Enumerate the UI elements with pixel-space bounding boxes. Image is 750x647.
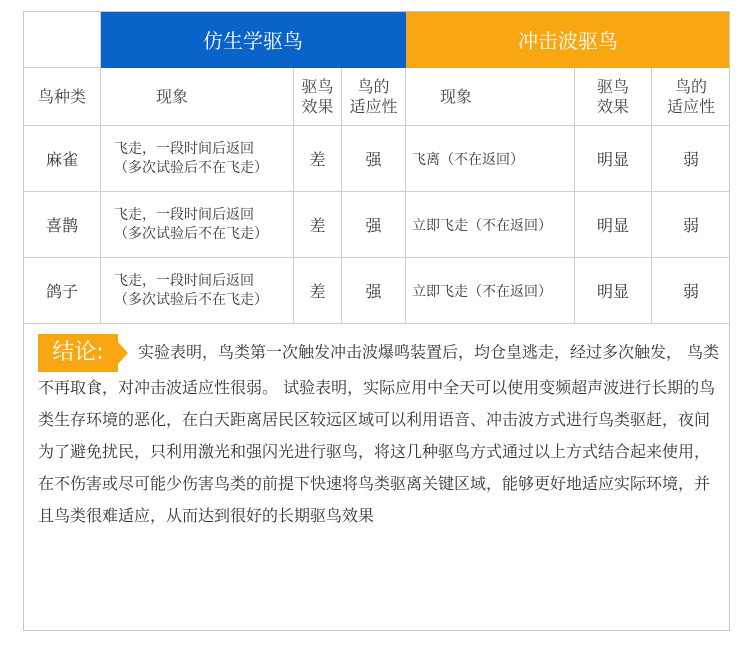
bionic-adapt-cell: 强 <box>342 258 406 324</box>
species-cell: 麻雀 <box>24 126 101 192</box>
bionic-phenomenon-cell: 飞走，一段时间后返回 （多次试验后不在飞走） <box>101 258 294 324</box>
header-blank-cell <box>24 12 101 68</box>
method-shockwave-header: 冲击波驱鸟 <box>406 12 730 68</box>
conclusion-tag-label: 结论: <box>38 334 118 372</box>
shockwave-adapt-cell: 弱 <box>652 258 730 324</box>
shockwave-effect-cell: 明显 <box>575 192 652 258</box>
shockwave-effect-cell: 明显 <box>575 258 652 324</box>
column-header-row <box>24 68 731 126</box>
col-effect-a: 驱鸟 效果 <box>294 68 342 126</box>
method-header-row <box>24 12 731 68</box>
bionic-adapt-cell: 强 <box>342 126 406 192</box>
shockwave-adapt-cell: 弱 <box>652 126 730 192</box>
table-row <box>24 192 731 258</box>
table-row <box>24 258 731 324</box>
shockwave-phenomenon-cell: 立即飞走（不在返回） <box>406 192 575 258</box>
col-effect-b: 驱鸟 效果 <box>575 68 652 126</box>
comparison-panel <box>23 11 730 631</box>
shockwave-adapt-cell: 弱 <box>652 192 730 258</box>
species-cell: 鸽子 <box>24 258 101 324</box>
col-species: 鸟种类 <box>24 68 101 126</box>
shockwave-effect-cell: 明显 <box>575 126 652 192</box>
shockwave-phenomenon-cell: 飞离（不在返回） <box>406 126 575 192</box>
col-phenomenon-a: 现象 <box>101 68 294 126</box>
bionic-phenomenon-cell: 飞走，一段时间后返回 （多次试验后不在飞走） <box>101 126 294 192</box>
bionic-effect-cell: 差 <box>294 258 342 324</box>
conclusion-tag <box>38 334 128 372</box>
col-adapt-a: 鸟的 适应性 <box>342 68 406 126</box>
method-bionic-header: 仿生学驱鸟 <box>101 12 406 68</box>
tag-arrow-icon <box>118 342 128 364</box>
bionic-effect-cell: 差 <box>294 126 342 192</box>
bionic-effect-cell: 差 <box>294 192 342 258</box>
bionic-phenomenon-cell: 飞走，一段时间后返回 （多次试验后不在飞走） <box>101 192 294 258</box>
conclusion-text: 实验表明，鸟类第一次触发冲击波爆鸣装置后，均仓皇逃走，经过多次触发， 鸟类不再取食，对冲击波适应性很弱。 试验表明，实际应用中全天可以使用变频超声波进行长期的鸟类生存环境的恶化，在白天距离居民区较远区域可以利用语音、冲击波方式进行鸟类驱赶，夜间为了避免扰民，只利用激光和强闪光进行驱鸟，将这几种驱鸟方式通过以上方式结合起来使用，在不伤害或尽可能少伤害鸟类的前提下快速将鸟类驱离关键区域，能够更好地适应实际环境，并且鸟类很难适应，从而达到很好的长期驱鸟效果 <box>38 342 720 525</box>
bionic-adapt-cell: 强 <box>342 192 406 258</box>
comparison-table <box>23 11 730 324</box>
shockwave-phenomenon-cell: 立即飞走（不在返回） <box>406 258 575 324</box>
conclusion-paragraph <box>38 334 720 532</box>
col-phenomenon-b: 现象 <box>406 68 575 126</box>
col-adapt-b: 鸟的 适应性 <box>652 68 730 126</box>
species-cell: 喜鹊 <box>24 192 101 258</box>
table-row <box>24 126 731 192</box>
